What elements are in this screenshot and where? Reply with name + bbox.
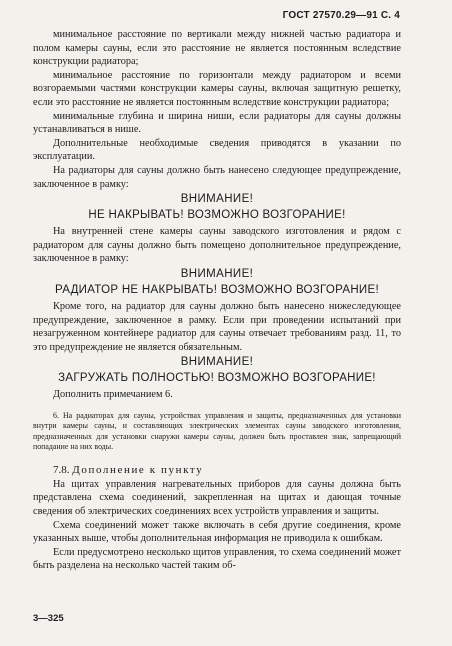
section-number: 7.8. [53,463,70,476]
warning-heading-3: ВНИМАНИЕ! [180,356,254,369]
paragraph-additional-info: Дополнительные необходимые сведения приводятся в указании по эксплуатации. [33,137,401,163]
warning-text-1: НЕ НАКРЫВАТЬ! ВОЗМОЖНО ВОЗГОРАНИЕ! [88,209,346,222]
page-footer-code: 3—325 [33,613,64,624]
section-title: Дополнение к пункту [72,463,204,476]
paragraph-vertical-distance: минимальное расстояние по вертикали между нижней частью радиатора и полом камеры сауны, если это расстояние не является постоянным вследствие конструкции радиатора; [33,29,401,68]
paragraph-horizontal-distance: минимальное расстояние по горизонтали между радиатором и всеми возгораемыми частями конструкции камеры сауны, включая защитную решетку, если это расстояние не является постоянным вследствие конструкции радиатора; [33,69,401,108]
paragraph-cabin-warning: На внутренней стене камеры сауны заводского изготовления и рядом с радиатором для сауны должно быть помещено дополнительное предупреждение, заключенное в рамку: [33,226,401,265]
paragraph-add-note: Дополнить примечанием 6. [53,389,173,401]
note-6: 6. На радиаторах для сауны, устройствах управления и защиты, предназначенных для установки внутри камеры сауны, и составляющих электрических элементах сауны заводского изготовления, предназначенных для установки снаружи камеры сауны, должен быть проставлен знак, запрещающий попадание на них воды. [33,410,401,452]
paragraph-extra-warning: Кроме того, на радиатор для сауны должно быть нанесено нижеследующее предупреждение, заключенное в рамку. Если при проведении испытаний при незагруженном контейнере радиатор для сауны отвечает требованиям разд. 11, то это предупреждение не является обязательным. [33,300,401,353]
paragraph-wiring-diagram: Схема соединений может также включать в себя другие соединения, кроме указанных выше, чтобы дополнительная информация не приводила к ошибкам. [33,519,401,545]
paragraph-niche-size: минимальные глубина и ширина ниши, если радиаторы для сауны должны устанавливаться в нише. [33,110,401,136]
warning-text-2: РАДИАТОР НЕ НАКРЫВАТЬ! ВОЗМОЖНО ВОЗГОРАНИЕ! [55,283,379,296]
paragraph-control-panels: На щитах управления нагревательных приборов для сауны должна быть представлена схема соединений, закрепленная на щитах и дающая точные сведения об электрических соединениях всех устройств управления и защиты. [33,478,401,518]
paragraph-multiple-panels: Если предусмотрено несколько щитов управления, то схема соединений может быть разделена на несколько частей таким об- [33,546,401,572]
warning-heading-1: ВНИМАНИЕ! [180,193,254,206]
warning-heading-2: ВНИМАНИЕ! [180,267,254,280]
section-heading [33,463,401,478]
document-header: ГОСТ 27570.29—91 С. 4 [282,10,400,21]
document-body [33,28,401,573]
warning-text-3: ЗАГРУЖАТЬ ПОЛНОСТЬЮ! ВОЗМОЖНО ВОЗГОРАНИЕ! [58,372,376,385]
paragraph-warning-intro: На радиаторы для сауны должно быть нанесено следующее предупреждение, заключенное в рамку: [33,164,401,190]
